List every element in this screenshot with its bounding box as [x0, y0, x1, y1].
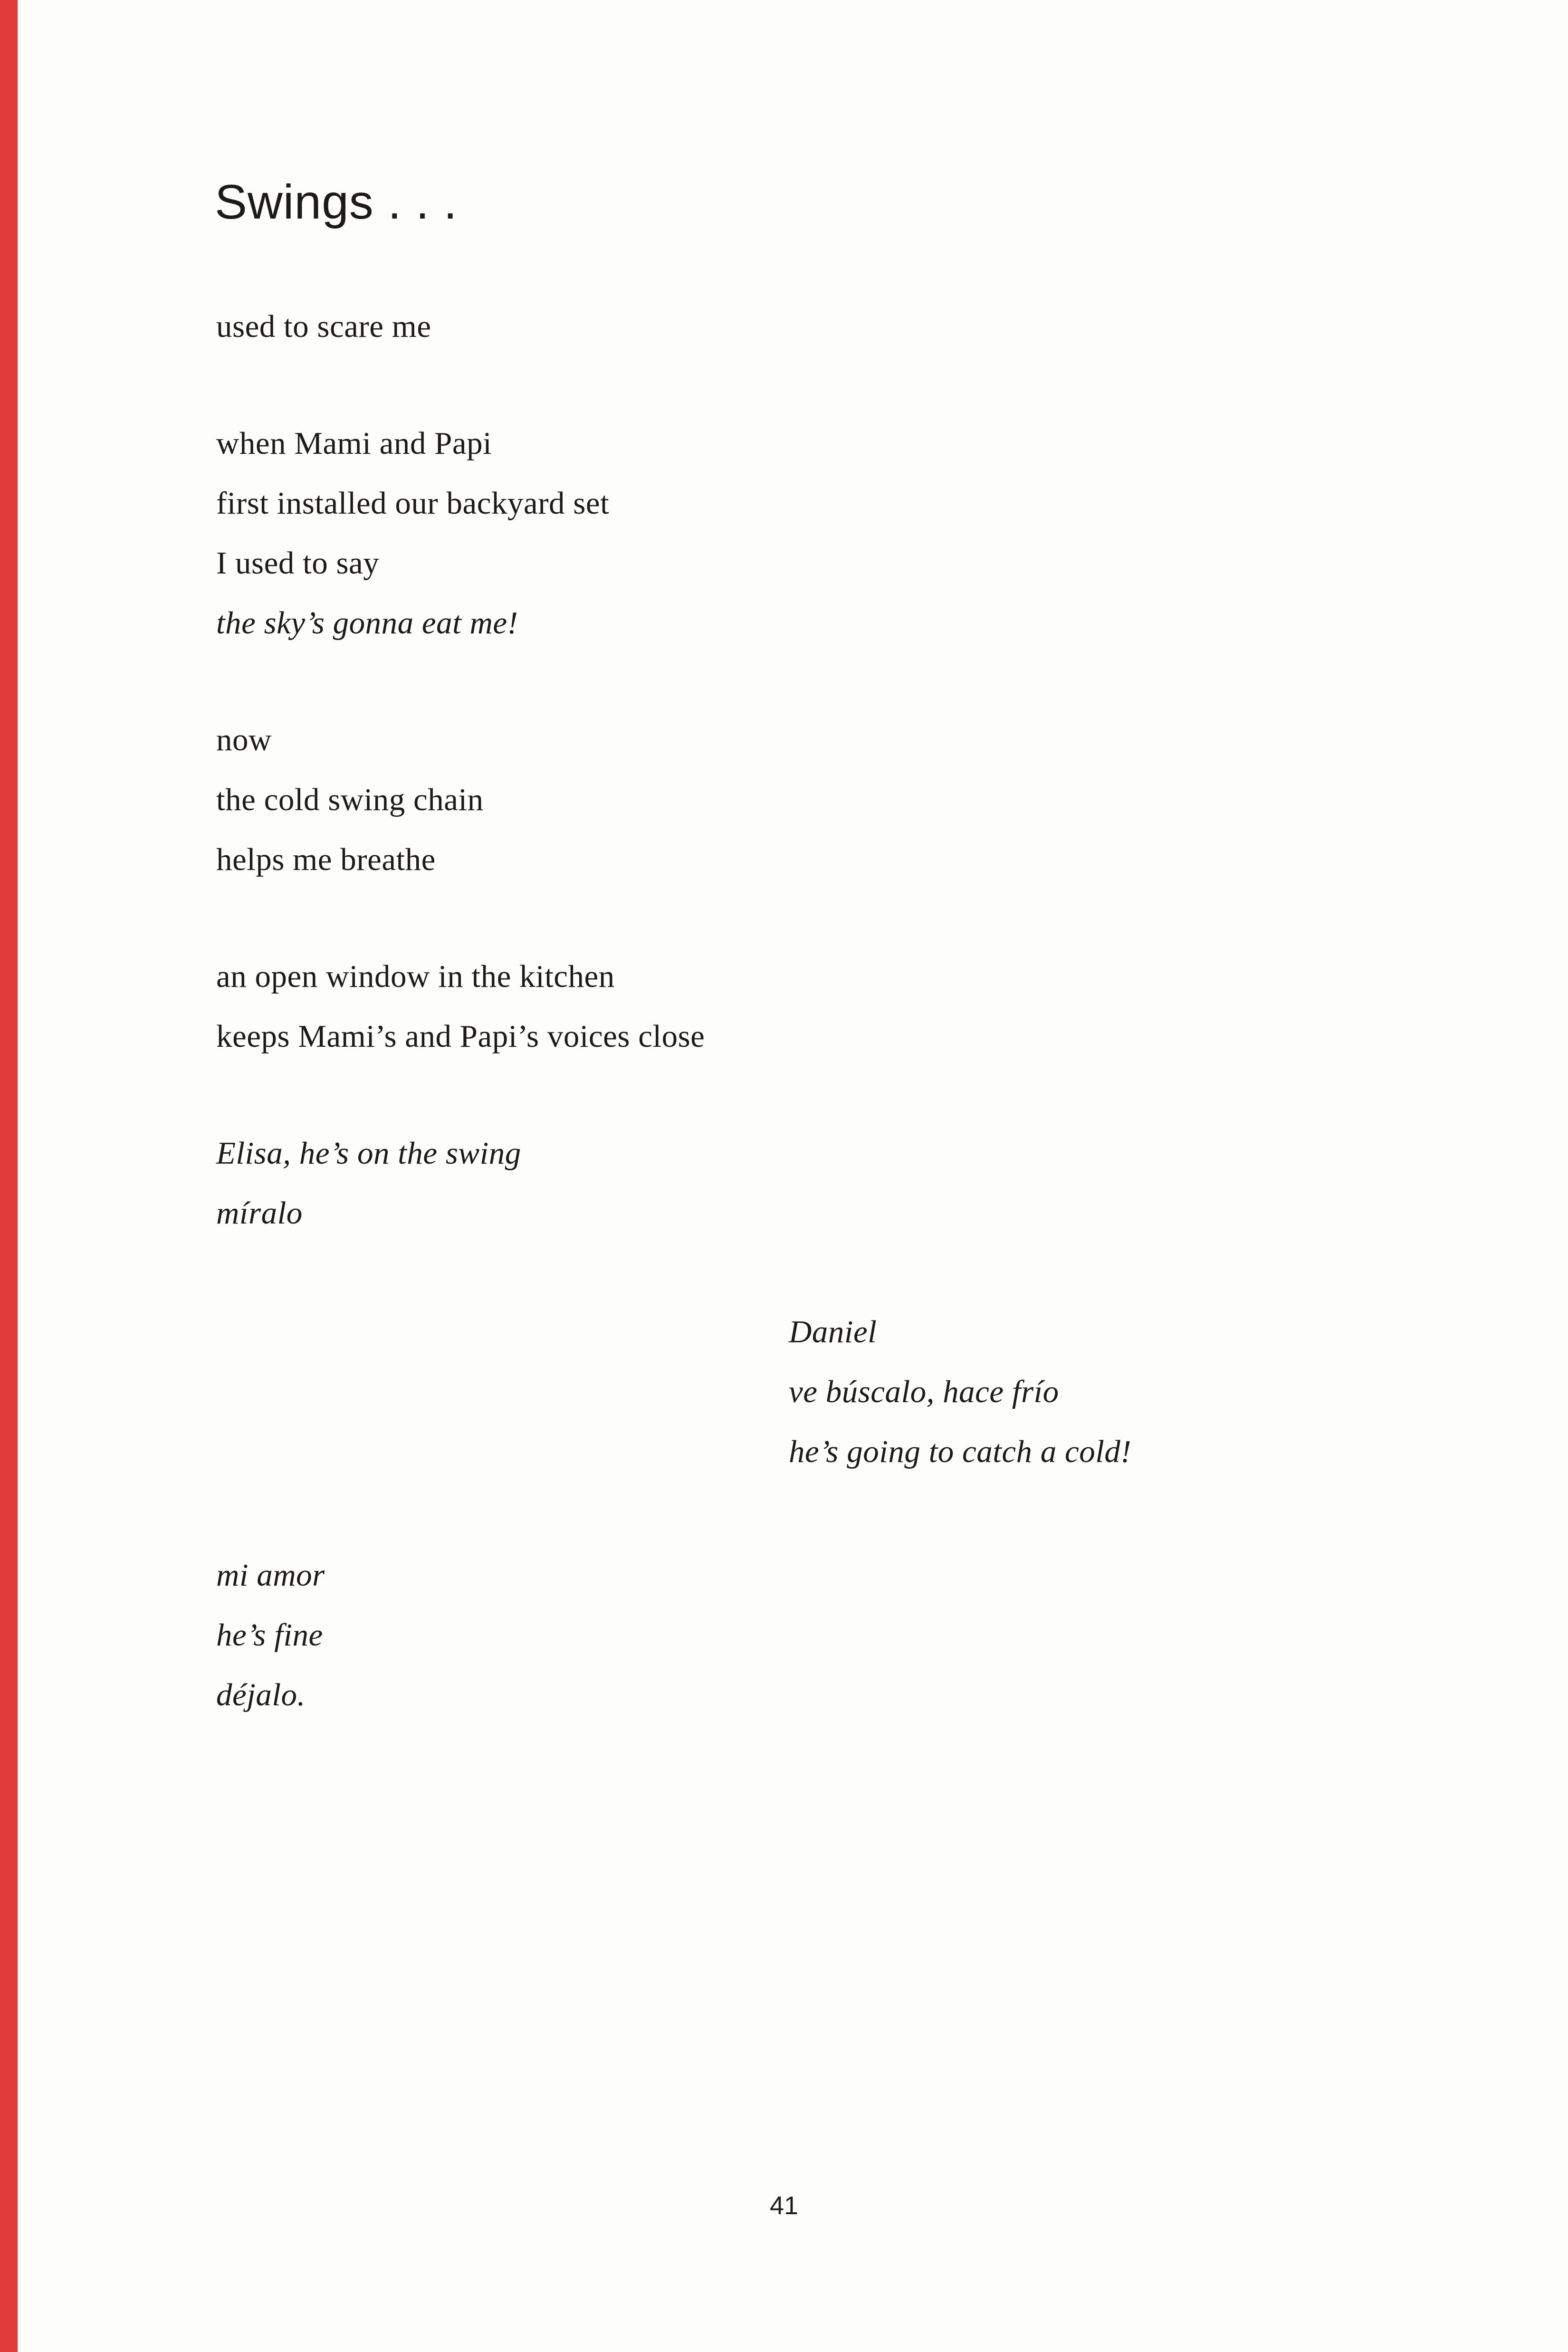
poem-line: ve búscalo, hace frío: [789, 1374, 1059, 1409]
stanza-7: [216, 1545, 325, 1725]
poem-line: míralo: [216, 1195, 303, 1231]
poem-line: the cold swing chain: [216, 782, 484, 817]
poem-line: déjalo.: [216, 1677, 306, 1712]
poem-line: the sky’s gonna eat me!: [216, 605, 518, 641]
poem-title: Swings . . .: [215, 175, 458, 229]
poem-line: helps me breathe: [216, 842, 436, 877]
poem-line: I used to say: [216, 545, 380, 581]
stanza-5: [216, 1123, 521, 1243]
poem-line: Elisa, he’s on the swing: [216, 1136, 521, 1171]
stanza-2: [216, 413, 609, 653]
page-number: 41: [769, 2191, 799, 2220]
poem-line: used to scare me: [216, 309, 431, 344]
poem-line: an open window in the kitchen: [216, 959, 615, 994]
poem-line: now: [216, 722, 272, 757]
poem-line: he’s fine: [216, 1617, 323, 1653]
stanza-1: [216, 296, 431, 356]
stanza-6-indented: [789, 1302, 1131, 1482]
poem-line: mi amor: [216, 1558, 325, 1593]
poem-line: keeps Mami’s and Papi’s voices close: [216, 1019, 705, 1054]
stanza-4: [216, 947, 705, 1066]
poem-line: Daniel: [789, 1314, 877, 1349]
poem-line: when Mami and Papi: [216, 426, 492, 461]
stanza-3: [216, 710, 484, 889]
poem-line: first installed our backyard set: [216, 486, 610, 521]
poem-line: he’s going to catch a cold!: [789, 1434, 1132, 1469]
